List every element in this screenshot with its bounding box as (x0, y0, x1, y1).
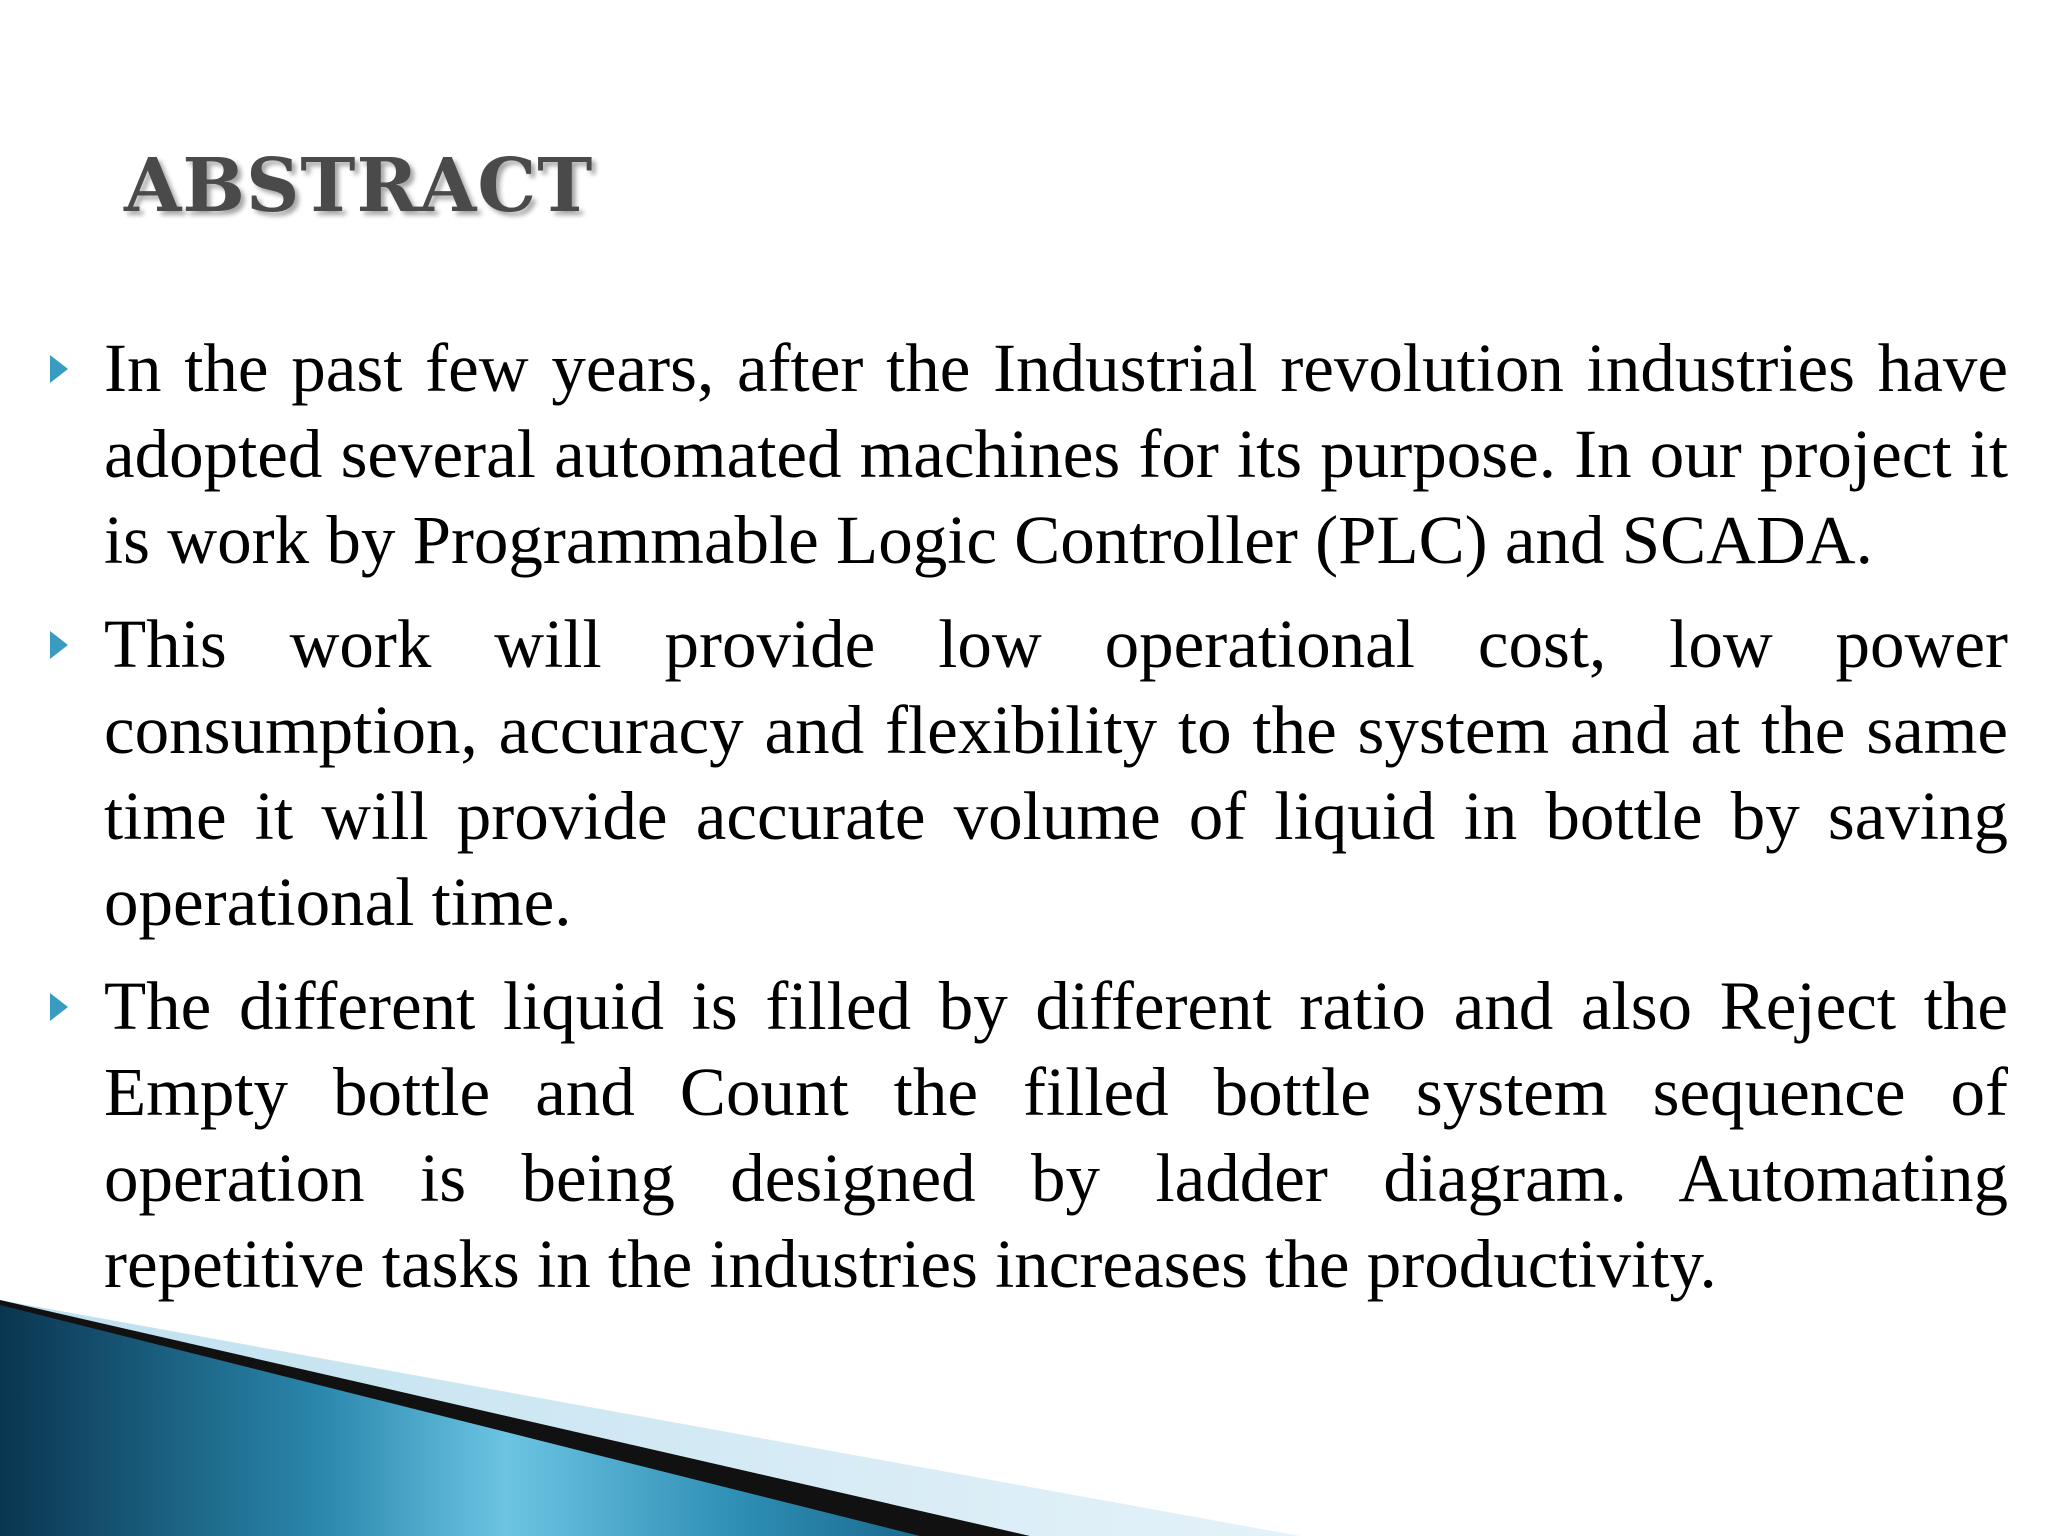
bullet-item (40, 601, 2008, 945)
bullet-text: In the past few years, after the Industrial revolution industries have adopted several automated machines for its purpose. In our project it is work by Programmable Logic Controller (PLC) and SCADA. (104, 330, 2008, 578)
slide-title: ABSTRACT (124, 143, 594, 229)
bullet-text: This work will provide low operational cost, low power consumption, accuracy and flexibility to the system and at the same time it will provide accurate volume of liquid in bottle by saving operational time. (104, 606, 2008, 940)
bullet-item (40, 963, 2008, 1307)
triangle-right-icon (50, 355, 68, 383)
bullet-item (40, 325, 2008, 583)
triangle-right-icon (50, 631, 68, 659)
bullet-list (40, 325, 2008, 1325)
bullet-text: The different liquid is filled by different ratio and also Reject the Empty bottle and Count the filled bottle system sequence of operation is being designed by ladder diagram. Automating repetitive tasks in the industries increases the productivity. (104, 968, 2008, 1302)
triangle-right-icon (50, 993, 68, 1021)
